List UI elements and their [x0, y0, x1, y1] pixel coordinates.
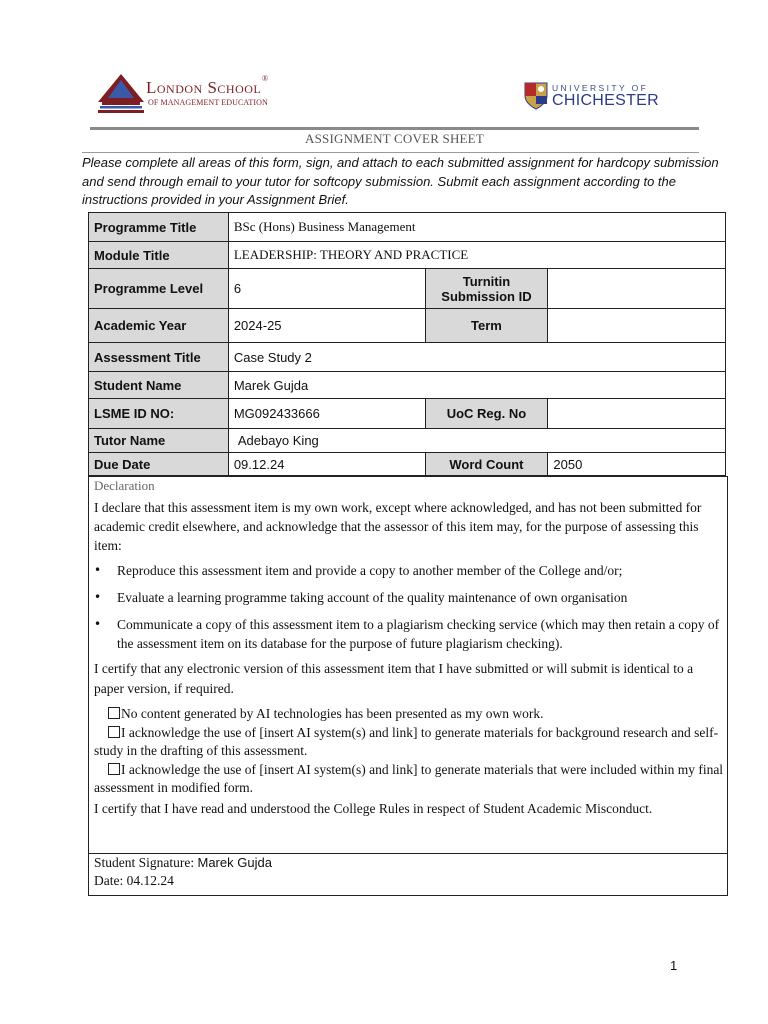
assessment-title-value[interactable]: Case Study 2 — [228, 343, 725, 372]
ai-use-options — [94, 705, 724, 798]
lsme-name: London School — [146, 78, 262, 97]
ai-option-none-text: No content generated by AI technologies has been presented as my own work. — [121, 706, 544, 721]
uoc-wordmark-top: UNIVERSITY OF — [552, 83, 649, 93]
ai-option-included — [94, 761, 724, 798]
tutor-name-value[interactable]: Adebayo King — [228, 429, 725, 453]
declaration-intro: I declare that this assessment item is my own work, except where acknowledged, and has not been submitted for academic credit elsewhere, and acknowledge that the assessor of this item may, for the purpose of assessing this item: — [94, 500, 702, 553]
declaration-section — [88, 476, 728, 896]
title-rule — [82, 152, 699, 153]
student-name-value[interactable]: Marek Gujda — [228, 372, 725, 399]
tutor-name-label: Tutor Name — [89, 429, 229, 453]
word-count-value[interactable]: 2050 — [548, 453, 726, 476]
uoc-crest-icon — [524, 82, 548, 110]
uoc-logo — [524, 82, 660, 116]
table-row — [89, 429, 726, 453]
checkbox-ai-research[interactable] — [108, 726, 120, 738]
programme-title-value[interactable]: BSc (Hons) Business Management — [228, 213, 725, 242]
turnitin-id-label: Turnitin Submission ID — [425, 269, 548, 309]
due-date-label: Due Date — [89, 453, 229, 476]
lsme-id-label: LSME ID NO: — [89, 399, 229, 429]
ai-option-included-text: I acknowledge the use of [insert AI system(s) and link] to generate materials that were included within my final assessment in modified form. — [94, 761, 724, 795]
date-value[interactable]: 04.12.24 — [126, 873, 174, 888]
certify-electronic-text: I certify that any electronic version of this assessment item that I have submitted or will submit is identical to a paper version, if required. — [94, 661, 694, 696]
term-value[interactable] — [548, 309, 726, 343]
programme-level-label: Programme Level — [89, 269, 229, 309]
term-label: Term — [425, 309, 548, 343]
instructions-text: Please complete all areas of this form, sign, and attach to each submitted assignment for hardcopy submission and send through email to your tutor for softcopy submission. Submit each assignment according to the instructions provided in your Assignment Brief. — [82, 155, 719, 207]
table-row — [89, 399, 726, 429]
checkbox-ai-included[interactable] — [108, 763, 120, 775]
word-count-label: Word Count — [425, 453, 548, 476]
academic-year-label: Academic Year — [89, 309, 229, 343]
module-title-label: Module Title — [89, 242, 229, 269]
lsme-logo — [96, 72, 296, 116]
table-row — [89, 242, 726, 269]
table-row — [89, 309, 726, 343]
signature-line — [94, 854, 272, 872]
uoc-reg-label: UoC Reg. No — [425, 399, 548, 429]
module-title-value[interactable]: LEADERSHIP: THEORY AND PRACTICE — [228, 242, 725, 269]
date-label: Date: — [94, 873, 124, 888]
programme-level-value[interactable]: 6 — [228, 269, 425, 309]
assignment-info-table — [88, 212, 726, 476]
signature-value[interactable]: Marek Gujda — [197, 855, 272, 870]
page-number: 1 — [670, 958, 678, 973]
date-line — [94, 872, 174, 890]
due-date-value[interactable]: 09.12.24 — [228, 453, 425, 476]
table-row — [89, 453, 726, 476]
academic-year-value[interactable]: 2024-25 — [228, 309, 425, 343]
table-row — [89, 343, 726, 372]
checkbox-ai-none[interactable] — [108, 707, 120, 719]
table-row — [89, 269, 726, 309]
assessment-title-label: Assessment Title — [89, 343, 229, 372]
declaration-heading: Declaration — [94, 478, 155, 493]
ai-option-research-text: I acknowledge the use of [insert AI system(s) and link] to generate materials for background research and self-study in the drafting of this assessment. — [94, 724, 719, 758]
uoc-reg-value[interactable] — [548, 399, 726, 429]
declaration-bullet-list — [89, 561, 725, 661]
lsme-registered-mark: ® — [262, 74, 269, 83]
header-rule — [90, 127, 699, 130]
signature-label: Student Signature: — [94, 855, 195, 870]
student-name-label: Student Name — [89, 372, 229, 399]
table-row — [89, 213, 726, 242]
ai-option-research — [94, 724, 724, 761]
lsme-emblem-icon — [96, 72, 146, 116]
lsme-subtitle: OF MANAGEMENT EDUCATION — [148, 98, 268, 107]
lsme-id-value[interactable]: MG092433666 — [228, 399, 425, 429]
turnitin-id-value[interactable] — [548, 269, 726, 309]
programme-title-label: Programme Title — [89, 213, 229, 242]
uoc-wordmark-bottom: CHICHESTER — [552, 92, 660, 109]
certify-rules-text: I certify that I have read and understood the College Rules in respect of Student Academic Misconduct. — [94, 801, 653, 816]
ai-option-none — [94, 705, 724, 724]
list-item: • Communicate a copy of this assessment item to a plagiarism checking service (which may then retain a copy of the assessment item on its database for the purpose of future plagiarism checking). — [89, 615, 725, 653]
table-row — [89, 372, 726, 399]
page-title: ASSIGNMENT COVER SHEET — [305, 131, 484, 146]
list-item: • Evaluate a learning programme taking account of the quality maintenance of own organisation — [89, 588, 725, 607]
list-item: • Reproduce this assessment item and provide a copy to another member of the College and/or; — [89, 561, 725, 580]
